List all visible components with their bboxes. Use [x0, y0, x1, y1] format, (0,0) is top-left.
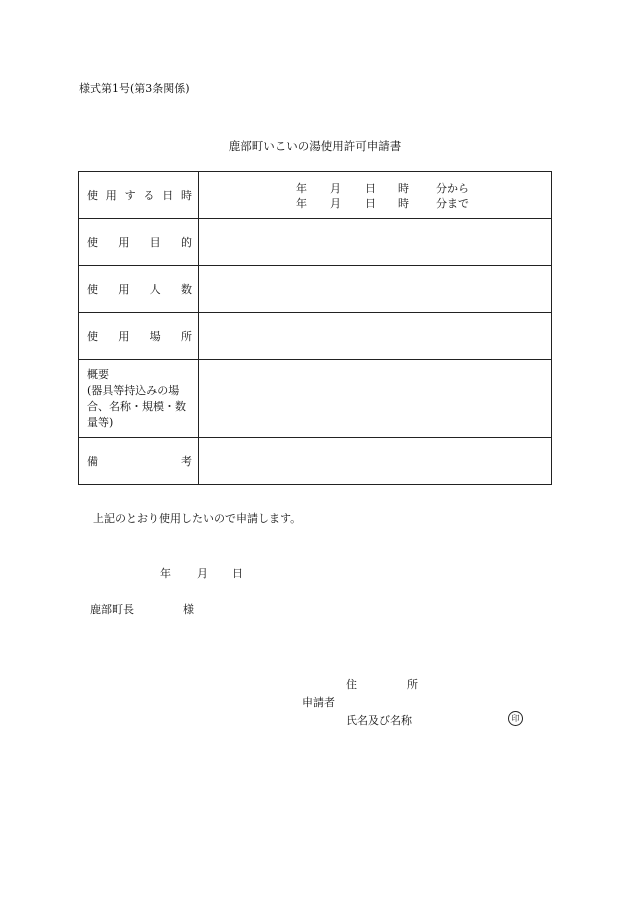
label-char: 用 [118, 330, 130, 343]
label-char: 備 [87, 455, 98, 468]
row-purpose [79, 219, 552, 266]
document-title: 鹿部町いこいの湯使用許可申請書 [228, 139, 402, 153]
label-char: 数 [180, 283, 192, 296]
label-people [79, 266, 199, 313]
from-hour-unit: 時 [398, 182, 409, 195]
label-char: 的 [180, 236, 192, 249]
value-datetime[interactable] [199, 172, 552, 219]
to-year-unit: 年 [296, 197, 307, 210]
from-year-unit: 年 [296, 182, 307, 195]
row-overview [79, 360, 552, 438]
label-char: 用 [105, 189, 117, 202]
value-people[interactable] [199, 266, 552, 313]
label-char: 使 [87, 189, 98, 202]
address-label-second: 所 [407, 678, 418, 691]
addressee-honorific: 様 [183, 603, 194, 616]
to-day-unit: 日 [365, 197, 376, 210]
from-month-unit: 月 [330, 182, 341, 195]
date-year-unit: 年 [160, 567, 171, 580]
value-place[interactable] [199, 313, 552, 360]
label-char: 時 [180, 189, 192, 202]
value-overview[interactable] [199, 360, 552, 438]
to-month-unit: 月 [330, 197, 341, 210]
label-char: 考 [181, 455, 192, 468]
label-purpose [79, 219, 199, 266]
value-remarks[interactable] [199, 438, 552, 485]
from-minute-suffix: 分から [436, 182, 469, 195]
row-remarks [79, 438, 552, 485]
applicant-label: 申請者 [302, 696, 335, 709]
label-overview [79, 360, 199, 438]
value-purpose[interactable] [199, 219, 552, 266]
label-char: 使 [87, 236, 98, 249]
label-remarks [79, 438, 199, 485]
seal-icon: 印 [508, 711, 523, 726]
label-char: る [143, 189, 155, 202]
row-people [79, 266, 552, 313]
from-day-unit: 日 [365, 182, 376, 195]
label-char: 日 [162, 189, 174, 202]
datetime-from-line [199, 180, 551, 195]
label-char: す [124, 189, 136, 202]
name-label: 氏名及び名称 [346, 714, 412, 727]
label-place-text [87, 328, 192, 344]
label-char: 目 [149, 236, 161, 249]
label-char: 所 [180, 330, 192, 343]
address-label-first: 住 [346, 678, 357, 691]
label-remarks-text [87, 453, 192, 469]
application-statement: 上記のとおり使用したいので申請します。 [93, 512, 302, 525]
label-char: 使 [87, 330, 98, 343]
label-purpose-text [87, 234, 192, 250]
label-datetime [79, 172, 199, 219]
label-char: 使 [87, 283, 98, 296]
label-char: 用 [118, 236, 130, 249]
date-day-unit: 日 [232, 567, 243, 580]
label-place [79, 313, 199, 360]
row-place [79, 313, 552, 360]
label-people-text [87, 281, 192, 297]
to-minute-suffix: 分まで [436, 197, 469, 210]
application-table [78, 171, 552, 485]
form-number-label: 様式第1号(第3条関係) [79, 82, 190, 95]
label-overview-text: 概要 (器具等持込みの場合、名称・規模・数量等) [87, 367, 186, 429]
addressee: 鹿部町長 [90, 603, 134, 616]
label-char: 人 [149, 283, 161, 296]
label-char: 用 [118, 283, 130, 296]
label-datetime-text [87, 187, 192, 203]
row-datetime [79, 172, 552, 219]
datetime-to-line [199, 195, 551, 210]
date-month-unit: 月 [197, 567, 208, 580]
label-char: 場 [149, 330, 161, 343]
to-hour-unit: 時 [398, 197, 409, 210]
